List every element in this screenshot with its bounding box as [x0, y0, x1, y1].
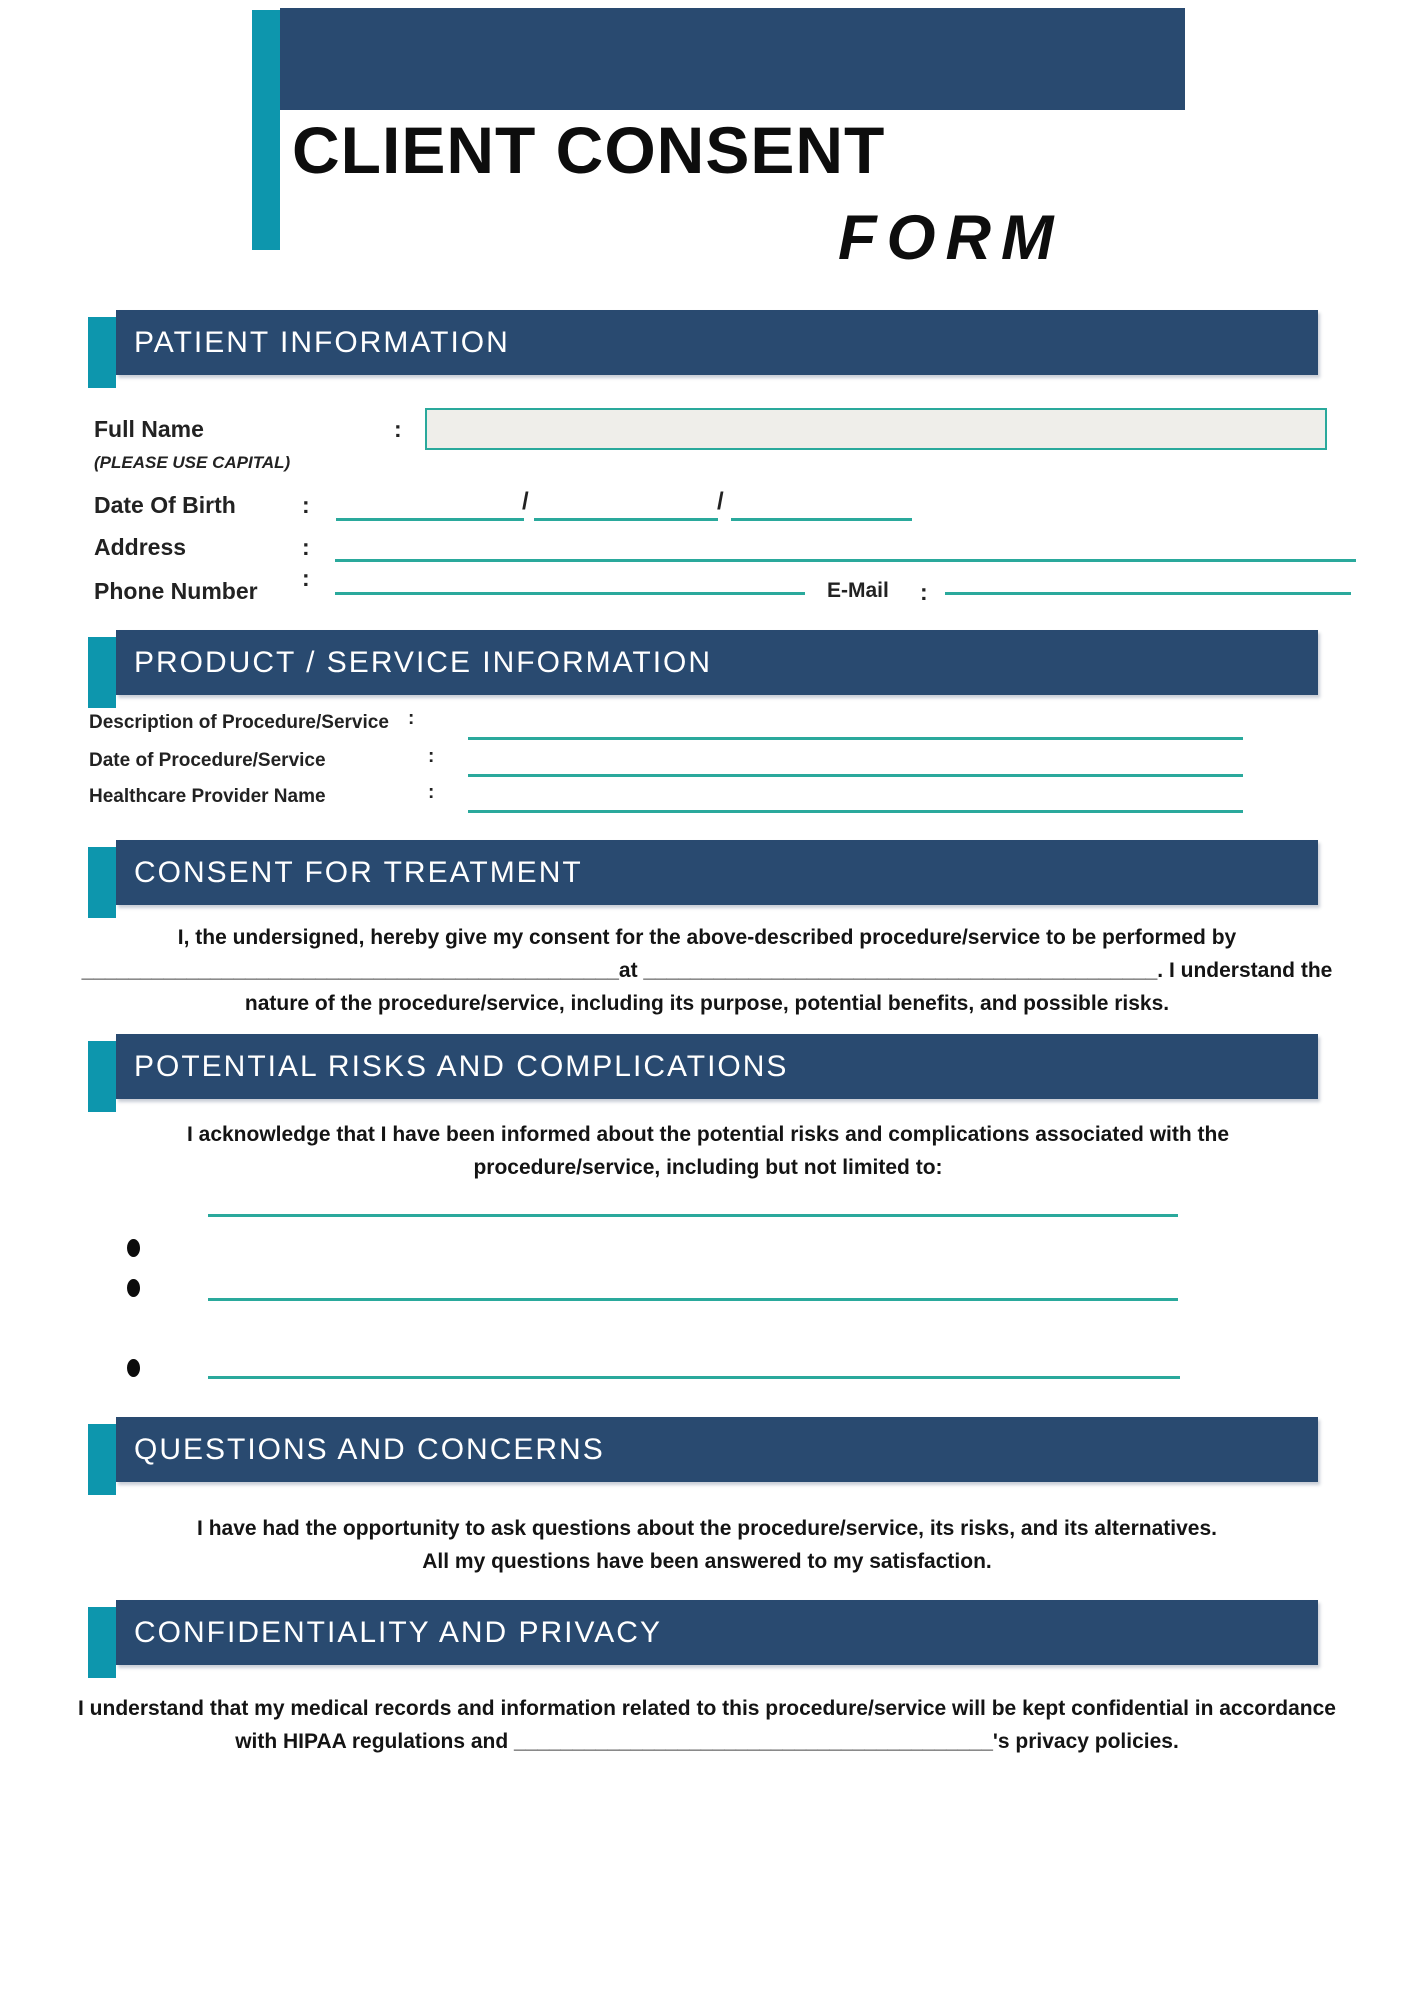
questions-line-2: All my questions have been answered to my satisfaction. [422, 1550, 992, 1573]
header-navy-block [280, 8, 1185, 110]
procedure-description-field[interactable] [468, 737, 1243, 740]
dob-month-field[interactable] [534, 518, 718, 521]
email-field[interactable] [945, 592, 1351, 595]
address-colon: : [302, 534, 310, 560]
consent-line-2: ______________________________________________at ____________________________________________. I understand the [81, 959, 1333, 982]
risk-item-field-1[interactable] [208, 1214, 1178, 1217]
section-bar-potential-risks [88, 1034, 1318, 1099]
procedure-date-colon: : [428, 746, 435, 767]
consent-line-3: nature of the procedure/service, including its purpose, potential benefits, and possible risks. [244, 992, 1170, 1015]
questions-line-1: I have had the opportunity to ask questions about the procedure/service, its risks, and its alternatives. [197, 1517, 1217, 1540]
phone-number-colon: : [302, 565, 310, 591]
full-name-label: Full Name [94, 416, 204, 442]
bullet-icon [127, 1359, 140, 1377]
confidentiality-paragraph [8, 1692, 1406, 1758]
date-of-birth-label: Date Of Birth [94, 492, 236, 518]
section-bar-accent-tab [88, 847, 116, 918]
bullet-icon [127, 1239, 140, 1257]
section-bar-accent-tab [88, 1424, 116, 1495]
section-title: CONFIDENTIALITY AND PRIVACY [134, 1616, 662, 1649]
phone-number-label: Phone Number [94, 578, 258, 604]
address-field[interactable] [335, 559, 1356, 562]
section-title: PATIENT INFORMATION [134, 326, 510, 359]
email-colon: : [920, 579, 928, 605]
section-bar-patient-information [88, 310, 1318, 375]
address-label: Address [94, 534, 187, 560]
section-bar-accent-tab [88, 637, 116, 708]
full-name-colon: : [394, 416, 402, 442]
section-title: POTENTIAL RISKS AND COMPLICATIONS [134, 1050, 789, 1083]
questions-paragraph [60, 1512, 1354, 1578]
dob-slash-2: / [717, 488, 724, 515]
full-name-input[interactable] [425, 408, 1327, 450]
section-bar-accent-tab [88, 1041, 116, 1112]
provider-name-colon: : [428, 782, 435, 803]
section-bar-confidentiality-privacy [88, 1600, 1318, 1665]
section-bar-consent-treatment [88, 840, 1318, 905]
provider-name-label: Healthcare Provider Name [89, 786, 326, 807]
procedure-description-label: Description of Procedure/Service [89, 712, 389, 733]
confidentiality-line-1: I understand that my medical records and information related to this procedure/service will be kept confidential in accordance [78, 1697, 1336, 1720]
email-label: E-Mail [827, 579, 889, 602]
dob-day-field[interactable] [336, 518, 524, 521]
capital-note: (PLEASE USE CAPITAL) [94, 453, 291, 472]
consent-line-1: I, the undersigned, hereby give my consent for the above-described procedure/service to be performed by [177, 926, 1237, 949]
risks-line-2: procedure/service, including but not limited to: [473, 1156, 943, 1179]
bullet-icon [127, 1279, 140, 1297]
procedure-date-label: Date of Procedure/Service [89, 750, 326, 771]
procedure-date-field[interactable] [468, 774, 1243, 777]
dob-slash-1: / [522, 488, 529, 515]
dob-year-field[interactable] [731, 518, 912, 521]
date-of-birth-colon: : [302, 492, 310, 518]
consent-paragraph [40, 921, 1374, 1020]
section-title: QUESTIONS AND CONCERNS [134, 1433, 605, 1466]
provider-name-field[interactable] [468, 810, 1243, 813]
page-title-form: FORM [838, 203, 1064, 273]
risk-item-field-2[interactable] [208, 1298, 1178, 1301]
section-title: PRODUCT / SERVICE INFORMATION [134, 646, 713, 679]
risk-item-field-3[interactable] [208, 1376, 1180, 1379]
header-accent-bar [252, 10, 280, 250]
phone-number-field[interactable] [335, 592, 805, 595]
risks-paragraph [88, 1118, 1328, 1184]
section-title: CONSENT FOR TREATMENT [134, 856, 583, 889]
section-bar-questions-concerns [88, 1417, 1318, 1482]
section-bar-accent-tab [88, 1607, 116, 1678]
confidentiality-line-2: with HIPAA regulations and _________________________________________'s privacy policies. [235, 1730, 1179, 1753]
section-bar-product-service [88, 630, 1318, 695]
section-bar-accent-tab [88, 317, 116, 388]
procedure-description-colon: : [408, 708, 415, 729]
risks-line-1: I acknowledge that I have been informed about the potential risks and complications associated with the [186, 1123, 1230, 1146]
page-title: CLIENT CONSENT [292, 113, 886, 187]
